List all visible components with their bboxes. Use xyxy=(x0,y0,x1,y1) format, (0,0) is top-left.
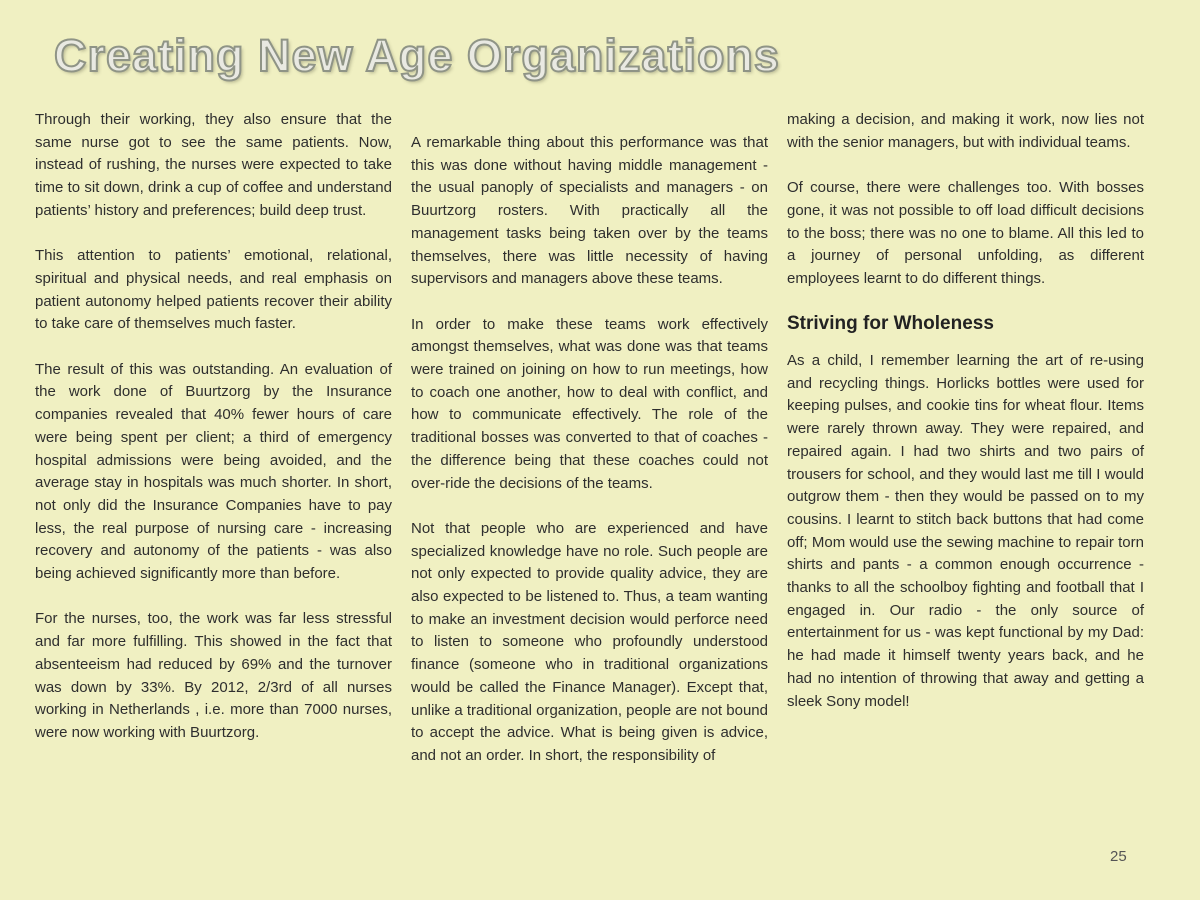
column-left xyxy=(35,109,392,767)
paragraph: Not that people who are experienced and have specialized knowledge have no role. Such people are not only expected to provide quality advice, they are also expected to be listened to. Thus, a team wanting to make an investment decision would perforce need to listen to someone who profoundly understood finance (someone who in traditional organizations would be called the Finance Manager). Except that, unlike a traditional organization, people are not bound to accept the advice. What is being given is advice, and not an order. In short, the responsibility of xyxy=(411,519,768,764)
page-number: 25 xyxy=(1110,848,1127,865)
paragraph: In order to make these teams work effectively amongst themselves, what was done was that teams were trained on joining on how to run meetings, how to coach one another, how to deal with conflict, and how to communicate effectively. The role of the traditional bosses was converted to that of coaches - the difference being that these coaches could not over-ride the decisions of the teams. xyxy=(411,315,768,492)
paragraph: For the nurses, too, the work was far less stressful and far more fulfilling. This showed in the fact that absenteeism had reduced by 69% and the turnover was down by 33%. By 2012, 2/3rd of all nurses working in Netherlands , i.e. more than 7000 nurses, were now working with Buurtzorg. xyxy=(35,610,392,741)
section-heading: Striving for Wholeness xyxy=(787,313,994,335)
paragraph: Of course, there were challenges too. With bosses gone, it was not possible to off load difficult decisions to the boss; there was no one to blame. All this led to a journey of personal unfolding, as different employees learnt to do different things. xyxy=(787,179,1144,287)
paragraph: This attention to patients’ emotional, relational, spiritual and physical needs, and real emphasis on patient autonomy helped patients recover their ability to take care of themselves much faster. xyxy=(35,247,392,333)
column-right xyxy=(787,109,1144,736)
paragraph: making a decision, and making it work, now lies not with the senior managers, but with individual teams. xyxy=(787,111,1144,151)
column-middle xyxy=(411,132,768,790)
paragraph: The result of this was outstanding. An evaluation of the work done of Buurtzorg by the Insurance companies revealed that 40% fewer hours of care were being spent per client; a third of emergency hospital admissions were being avoided, and the average stay in hospitals was much shorter. In short, not only did the Insurance Companies have to pay less, the real purpose of nursing care - increasing recovery and autonomy of the patients - was also being achieved significantly more than before. xyxy=(35,360,392,583)
paragraph: As a child, I remember learning the art of re-using and recycling things. Horlicks bottles were used for keeping pulses, and cookie tins for wheat flour. Items were rarely thrown away. They were repaired, and repaired again. I had two shirts and two pairs of trousers for school, and they would last me till I would outgrow them - then they would be passed on to my cousins. I learnt to stitch back buttons that had come off; Mom would use the sewing machine to repair torn shirts and pants - a common enough occurrence - thanks to all the schoolboy fighting and football that I engaged in. Our radio - the only source of entertainment for us - was kept functional by my Dad: he had made it himself twenty years back, and he had no intention of throwing that away and getting a sleek Sony model! xyxy=(787,352,1144,710)
paragraph: Through their working, they also ensure that the same nurse got to see the same patients. Now, instead of rushing, the nurses were expected to take time to sit down, drink a cup of coffee and understand patients’ history and preferences; build deep trust. xyxy=(35,111,392,219)
paragraph: A remarkable thing about this performance was that this was done without having middle management - the usual panoply of specialists and managers - on Buurtzorg rosters. With practically all the management tasks being taken over by the teams themselves, there was little necessity of having supervisors and managers above these teams. xyxy=(411,134,768,288)
page-title: Creating New Age Organizations xyxy=(54,30,780,81)
